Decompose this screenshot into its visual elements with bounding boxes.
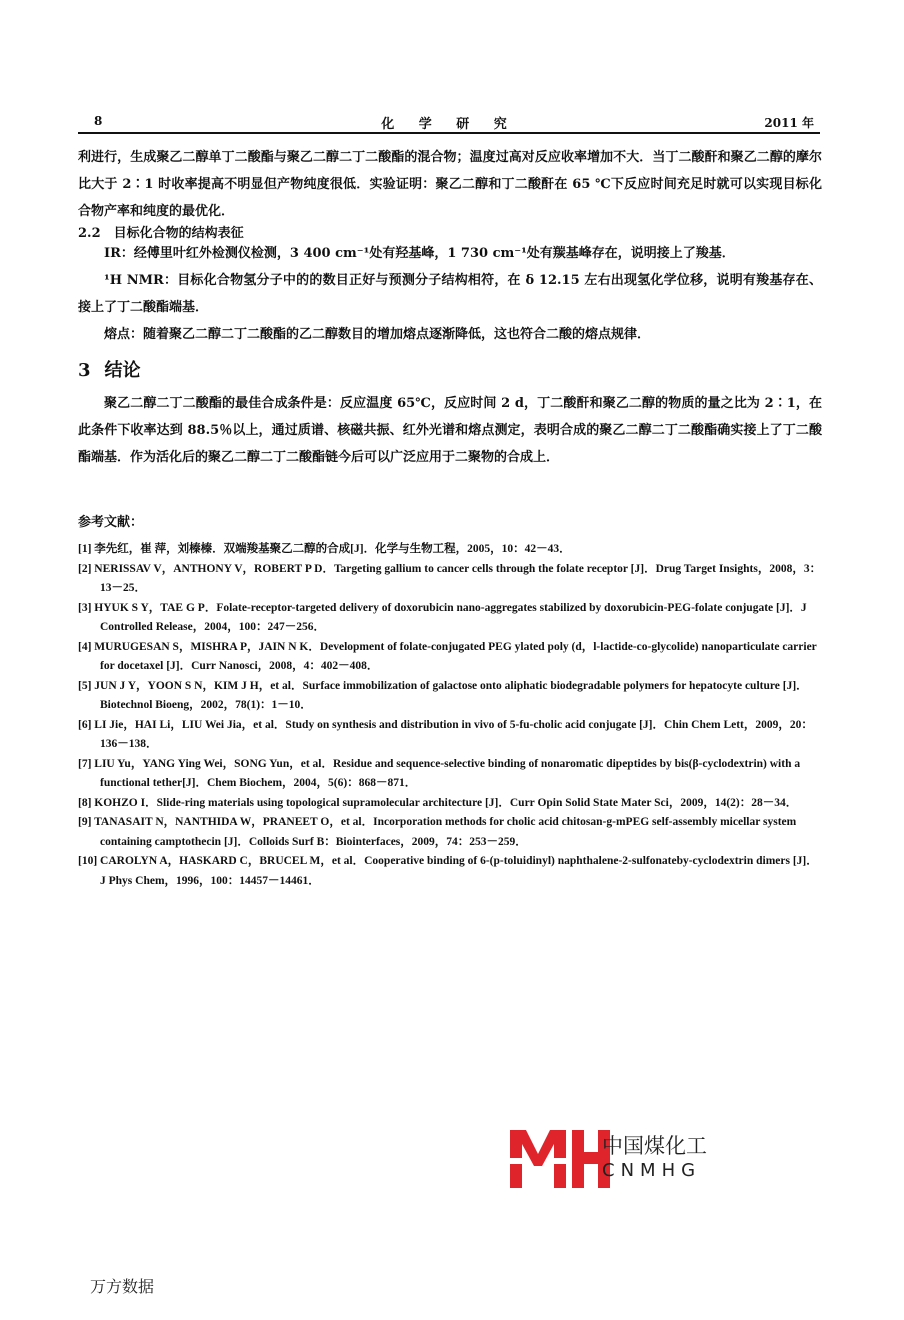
journal-name: 化 学 研 究 <box>381 117 517 132</box>
reference-list <box>78 540 822 891</box>
intro-paragraph-block <box>78 144 822 225</box>
section-3-heading <box>78 356 141 382</box>
page-number: 8 <box>94 114 103 128</box>
ir-paragraph: IR：经傅里叶红外检测仪检测，3 400 cm⁻¹处有羟基峰，1 730 cm⁻¹处有羰基峰存在，说明接上了羧基． <box>104 246 735 261</box>
reference-item: [5] JUN J Y，YOON S N，KIM J H，et al．Surface immobilization of galactose onto aliphatic biodegradable polymers for hepatocyte culture [J]．Biotechnol Bioeng，2002，78(1)：1－10． <box>78 679 808 711</box>
publication-year: 2011 年 <box>764 116 814 130</box>
intro-paragraph: 利进行，生成聚乙二醇单丁二酸酯与聚乙二醇二丁二酸酯的混合物；温度过高对反应收率增加不大．当丁二酸酐和聚乙二醇的摩尔比大于 2∶1 时收率提高不明显但产物纯度很低．实验证明：聚乙二醇和丁二酸酐在 65 ℃下反应时间充足时就可以实现目标化合物产率和纯度的最优化． <box>78 150 822 219</box>
reference-item: [4] MURUGESAN S，MISHRA P，JAIN N K．Development of folate-conjugated PEG ylated poly (d，l-lactide-co-glycolide) nanoparticulate carrier for docetaxel [J]．Curr Nanosci，2008，4：402－408． <box>78 640 817 672</box>
section-2-2-heading: 2.2 目标化合物的结构表征 <box>78 226 244 241</box>
reference-item: [3] HYUK S Y，TAE G P．Folate-receptor-targeted delivery of doxorubicin nano-aggregates stabilized by doxorubicin-PEG-folate conjugate [J]．J Controlled Release，2004，100：247－256． <box>78 601 807 633</box>
section-3-title: 结论 <box>104 360 141 381</box>
conclusion-block <box>78 390 822 471</box>
reference-item: [1] 李先红，崔 萍，刘榛榛．双端羧基聚乙二醇的合成[J]．化学与生物工程，2005，10：42－43． <box>78 543 571 555</box>
reference-item: [9] TANASAIT N，NANTHIDA W，PRANEET O，et al．Incorporation methods for cholic acid chitosan-g-mPEG self-assembly micellar system containing camptothecin [J]．Colloids Surf B：Biointerfaces，2009，74：253－259． <box>78 816 797 848</box>
section-3-number: 3 <box>78 360 91 381</box>
footer-watermark: 万方数据 <box>90 1277 155 1296</box>
reference-item: [10] CAROLYN A，HASKARD C，BRUCEL M，et al．Cooperative binding of 6-(p-toluidinyl) naphthalene-2-sulfonateby-cyclodextrin dimers [J]．J Phys Chem，1996，100：14457－14461． <box>78 855 818 887</box>
conclusion-paragraph: 聚乙二醇二丁二酸酯的最佳合成条件是：反应温度 65℃，反应时间 2 d，丁二酸酐和聚乙二醇的物质的量之比为 2∶1，在此条件下收率达到 88.5％以上，通过质谱、核磁共振、红外光谱和熔点测定，表明合成的聚乙二醇二丁二酸酯确实接上了丁二酸酯端基．作为活化后的聚乙二醇二丁二酸酯链今后可以广泛应用于二聚物的合成上． <box>78 396 822 465</box>
reference-item: [7] LIU Yu，YANG Ying Wei，SONG Yun，et al．Residue and sequence-selective binding of nonaromatic dipeptides by bis(β-cyclodextrin) with a functional tether[J]．Chem Biochem，2004，5(6)：868－871． <box>78 757 801 789</box>
logo-chinese-text: 中国煤化工 <box>602 1134 707 1158</box>
references-heading: 参考文献： <box>78 515 144 530</box>
logo-english-text: CNMHG <box>602 1160 702 1181</box>
nmr-paragraph: ¹H NMR：目标化合物氢分子中的的数目正好与预测分子结构相符，在 δ 12.15 左右出现氢化学位移，说明有羧基存在、接上了丁二酸酯端基． <box>78 273 822 315</box>
reference-item: [2] NERISSAV V，ANTHONY V，ROBERT P D．Targeting gallium to cancer cells through the folate receptor [J]．Drug Target Insights，2008，3：13－25． <box>78 562 822 594</box>
section-2-2-body <box>78 240 822 348</box>
reference-item: [6] LI Jie，HAI Li，LIU Wei Jia，et al．Study on synthesis and distribution in vivo of 5-fu-cholic acid conjugate [J]．Chin Chem Lett，2009，20：136－138． <box>78 718 813 750</box>
reference-item: [8] KOHZO I．Slide-ring materials using topological supramolecular architecture [J]．Curr Opin Solid State Mater Sci，2009，14(2)：28－34． <box>78 796 798 809</box>
running-header <box>78 112 820 134</box>
melting-point-paragraph: 熔点：随着聚乙二醇二丁二酸酯的乙二醇数目的增加熔点逐渐降低，这也符合二酸的熔点规律． <box>104 327 651 342</box>
